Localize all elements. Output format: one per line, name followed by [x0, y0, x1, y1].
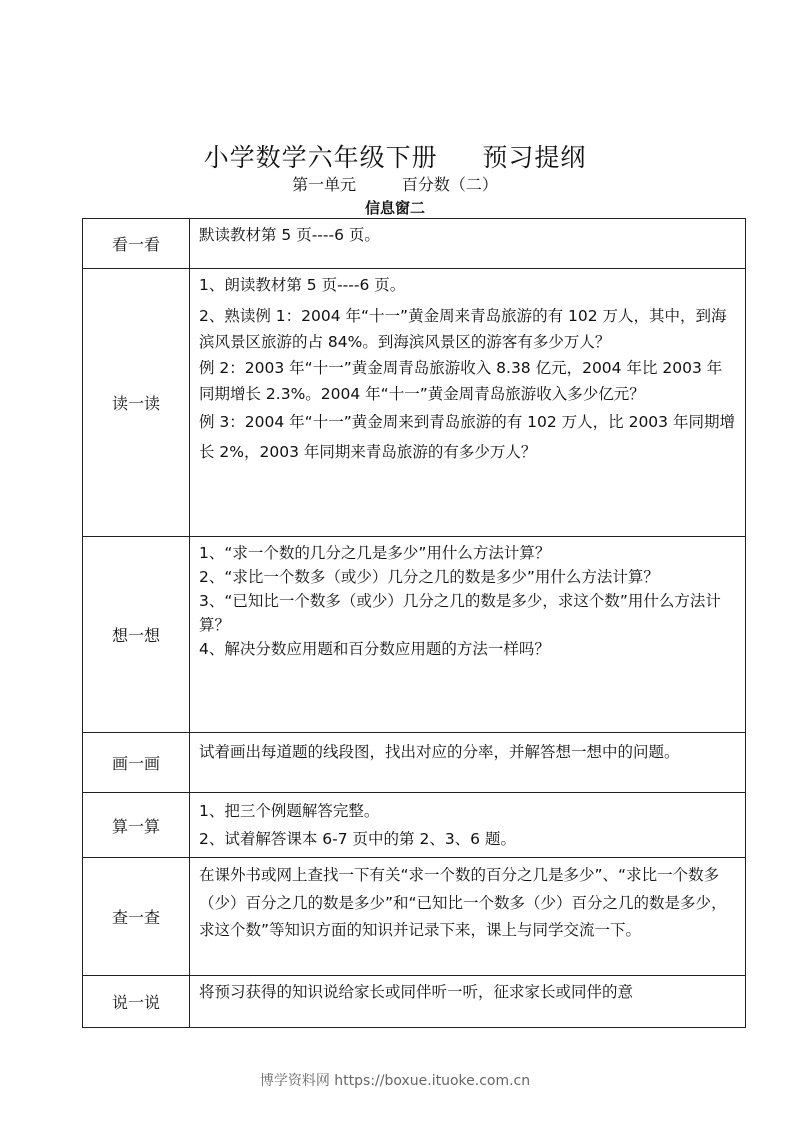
content-line: 默读教材第 5 页----6 页。 — [199, 226, 380, 244]
site-watermark: 博学资料网 https://boxue.ituoke.com.cn — [259, 1073, 531, 1089]
row-content — [190, 976, 746, 1028]
content-line: 3、“已知比一个数多（或少）几分之几的数是多少，求这个数”用什么方法计算？ — [199, 592, 721, 634]
content-line: 试着画出每道题的线段图，找出对应的分率，并解答想一想中的问题。 — [199, 743, 680, 761]
row-label: 看一看 — [83, 219, 190, 269]
row-label: 算一算 — [83, 793, 190, 858]
content-line: 4、解决分数应用题和百分数应用题的方法一样吗？ — [199, 640, 550, 658]
content-line: 例 2：2003 年“十一”黄金周青岛旅游收入 8.38 亿元，2004 年比 2003 年同期增长 2.3%。2004 年“十一”黄金周青岛旅游收入多少亿元？ — [199, 359, 723, 403]
preview-outline-table — [82, 218, 746, 1028]
table-row-speak — [83, 976, 746, 1028]
content-line: 2、试着解答课本 6-7 页中的第 2、3、6 题。 — [199, 830, 516, 848]
row-label: 想一想 — [83, 537, 190, 733]
content-line: 在课外书或网上查找一下有关“求一个数的百分之几是多少”、“求比一个数多（少）百分之几的数是多少”和“已知比一个数多（少）百分之几的数是多少，求这个数”等知识方面的知识并记录下来，课上与同学交流一下。 — [199, 866, 727, 939]
document-title: 小学数学六年级下册 预习提纲 — [203, 143, 587, 172]
content-line: 1、把三个例题解答完整。 — [199, 802, 380, 820]
content-line: 将预习获得的知识说给家长或同伴听一听，征求家长或同伴的意 — [199, 983, 634, 1001]
content-line: 2、熟读例 1：2004 年“十一”黄金周来青岛旅游的有 102 万人，其中，到海滨风景区旅游的占 84%。到海滨风景区的游客有多少万人？ — [199, 307, 727, 351]
row-content — [190, 537, 746, 733]
content-line: 1、“求一个数的几分之几是多少”用什么方法计算？ — [199, 544, 551, 562]
row-content — [190, 269, 746, 537]
row-content — [190, 858, 746, 976]
table-row-look — [83, 219, 746, 269]
table-row-draw — [83, 733, 746, 793]
row-content — [190, 793, 746, 858]
content-line: 1、朗读教材第 5 页----6 页。 — [199, 276, 406, 294]
row-content — [190, 219, 746, 269]
table-row-read — [83, 269, 746, 537]
row-label: 说一说 — [83, 976, 190, 1028]
row-label: 查一查 — [83, 858, 190, 976]
row-label: 读一读 — [83, 269, 190, 537]
table-row-think — [83, 537, 746, 733]
table-row-calculate — [83, 793, 746, 858]
row-content — [190, 733, 746, 793]
table-row-research — [83, 858, 746, 976]
row-label: 画一画 — [83, 733, 190, 793]
content-line: 2、“求比一个数多（或少）几分之几的数是多少”用什么方法计算？ — [199, 568, 659, 586]
unit-subtitle: 第一单元 百分数（二） — [292, 175, 498, 194]
content-line: 例 3：2004 年“十一”黄金周来到青岛旅游的有 102 万人，比 2003 年同期增长 2%，2003 年同期来青岛旅游的有多少万人？ — [199, 413, 735, 461]
section-heading: 信息窗二 — [364, 199, 425, 217]
